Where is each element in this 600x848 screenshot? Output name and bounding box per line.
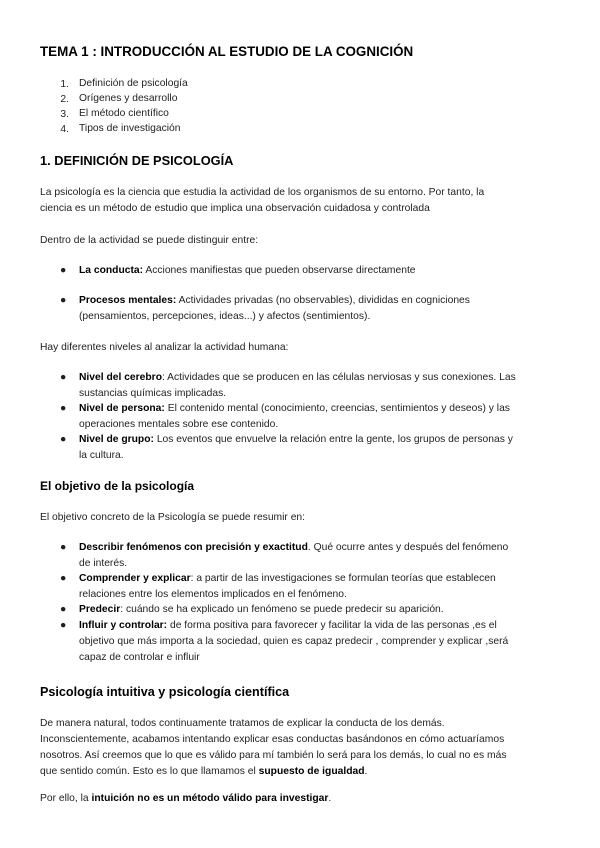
bullet-icon: ● (60, 371, 67, 383)
bullet-icon: ● (60, 433, 67, 445)
toc-number: 4. (60, 124, 69, 135)
term: Describir fenómenos con precisión y exactitud (79, 542, 308, 553)
text: que sentido común. Esto es lo que llamamos el (40, 766, 259, 777)
section-heading: 1. DEFINICIÓN DE PSICOLOGÍA (40, 153, 234, 168)
list-item-continuation: la cultura. (79, 450, 124, 461)
page-title: TEMA 1 : INTRODUCCIÓN AL ESTUDIO DE LA COGNICIÓN (40, 44, 414, 59)
definition: Acciones manifiestas que pueden observarse directamente (143, 265, 416, 276)
paragraph-line: ciencia es un método de estudio que implica una observación cuidadosa y controlada (40, 203, 430, 214)
paragraph: El objetivo concreto de la Psicología se puede resumir en: (40, 512, 306, 523)
term: La conducta: (79, 265, 144, 276)
list-item (79, 618, 497, 634)
definition: Los eventos que envuelve la relación entre la gente, los grupos de personas y (153, 434, 513, 445)
term: Comprender y explicar (79, 573, 191, 584)
paragraph (40, 791, 331, 807)
toc-item: Definición de psicología (79, 78, 188, 89)
paragraph-line: La psicología es la ciencia que estudia la actividad de los organismos de su entorno. Por tanto, la (40, 187, 485, 198)
bullet-icon: ● (60, 402, 67, 414)
term: Procesos mentales: (79, 295, 177, 306)
list-item (79, 540, 508, 556)
bullet-icon: ● (60, 619, 67, 631)
toc-number: 1. (60, 79, 69, 90)
bullet-icon: ● (60, 264, 67, 276)
term: Nivel de grupo: (79, 434, 154, 445)
definition: Actividades privadas (no observables), divididas en cogniciones (176, 295, 470, 306)
bullet-icon: ● (60, 603, 67, 615)
list-item-continuation: de interés. (79, 558, 128, 569)
term: Predecir (79, 604, 121, 615)
subsection-heading: Psicología intuitiva y psicología científica (40, 685, 290, 699)
list-item-continuation: capaz de controlar e influir (79, 652, 200, 663)
bullet-icon: ● (60, 541, 67, 553)
list-item (79, 370, 516, 386)
list-item-continuation: objetivo que más importa a la sociedad, quien es capaz predecir , comprender y explicar ,será (79, 636, 509, 647)
toc-item: El método científico (79, 108, 169, 119)
list-item (79, 401, 510, 417)
emphasis: supuesto de igualdad (258, 766, 365, 777)
subsection-heading: El objetivo de la psicología (40, 479, 195, 493)
toc-item: Orígenes y desarrollo (79, 93, 178, 104)
toc-item: Tipos de investigación (79, 123, 181, 134)
list-item (79, 602, 444, 618)
text: Por ello, la (40, 793, 92, 804)
paragraph-line: Inconscientemente, acabamos intentando explicar esas conductas basándonos en cómo actuaríamos (40, 734, 505, 745)
term: Influir y controlar: (79, 620, 168, 631)
text: . (328, 793, 332, 804)
toc-number: 2. (60, 94, 69, 105)
definition: de forma positiva para favorecer y facilitar la vida de las personas ,es el (167, 620, 497, 631)
term: Nivel del cerebro (79, 372, 162, 383)
list-item-continuation: (pensamientos, percepciones, ideas...) y afectos (sentimientos). (79, 311, 371, 322)
bullet-icon: ● (60, 294, 67, 306)
list-item (79, 263, 416, 279)
definition: : cuándo se ha explicado un fenómeno se puede predecir su aparición. (120, 604, 444, 615)
definition: : a partir de las investigaciones se formulan teorías que establecen (190, 573, 496, 584)
bullet-icon: ● (60, 572, 67, 584)
toc-number: 3. (60, 109, 69, 120)
list-item-continuation: relaciones entre los elementos implicados en el fenómeno. (79, 589, 347, 600)
list-item-continuation: sustancias químicas implicadas. (79, 388, 227, 399)
paragraph-line: De manera natural, todos continuamente tratamos de explicar la conducta de los demás. (40, 718, 445, 729)
term: Nivel de persona: (79, 403, 165, 414)
list-item-continuation: operaciones mentales sobre ese contenido. (79, 419, 279, 430)
definition: . Qué ocurre antes y después del fenómeno (307, 542, 509, 553)
paragraph-line (40, 764, 367, 780)
list-item (79, 293, 470, 309)
paragraph: Hay diferentes niveles al analizar la actividad humana: (40, 342, 289, 353)
definition: El contenido mental (conocimiento, creencias, sentimientos y deseos) y las (164, 403, 510, 414)
definition: : Actividades que se producen en las células nerviosas y sus conexiones. Las (161, 372, 516, 383)
paragraph-line: nosotros. Así creemos que lo que es válido para mí también lo será para los demás, lo cual no es más (40, 750, 507, 761)
list-item (79, 571, 496, 587)
text: . (364, 766, 368, 777)
paragraph: Dentro de la actividad se puede distinguir entre: (40, 235, 259, 246)
emphasis: intuición no es un método válido para investigar (91, 793, 329, 804)
list-item (79, 432, 513, 448)
